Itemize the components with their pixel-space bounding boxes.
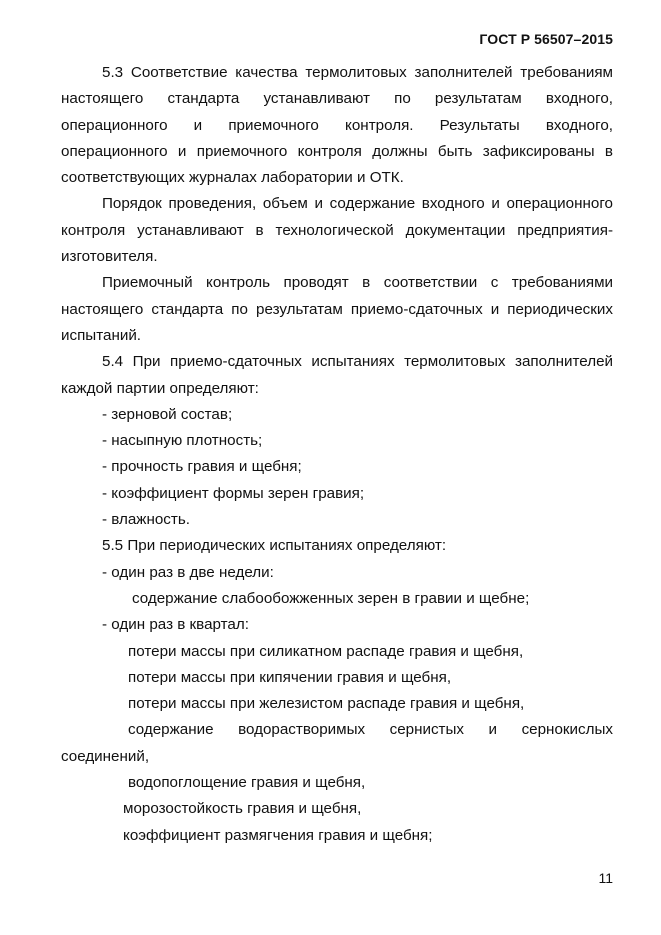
list-item: - зерновой состав; — [102, 405, 233, 423]
frost-resistance-item: морозостойкость гравия и щебня, — [123, 800, 362, 818]
softening-coefficient-item: коэффициент размягчения гравия и щебня; — [123, 826, 433, 844]
paragraph-5-4: 5.4 При приемо-сдаточных испытаниях термолитовых заполнителей каждой партии определяют: — [61, 353, 613, 397]
quarterly-item: потери массы при железистом распаде гравия и щебня, — [128, 695, 525, 713]
paragraph-5-5: 5.5 При периодических испытаниях определяют: — [102, 537, 447, 555]
paragraph-acceptance-control: Приемочный контроль проводят в соответствии с требованиями настоящего стандарта по результатам приемо-сдаточных и периодических испытаний. — [61, 274, 613, 344]
paragraph-5-3: 5.3 Соответствие качества термолитовых заполнителей требованиям настоящего стандарта устанавливают по результатам входного, операционного и приемочного контроля. Результаты входного, операционного и приемочного контроля должны быть зафиксированы в соответствующих журналах лаборатории и ОТК. — [61, 64, 613, 187]
list-item: - насыпную плотность; — [102, 432, 263, 450]
paragraph-control-procedure: Порядок проведения, объем и содержание входного и операционного контроля устанавливают в технологической документации предприятия-изготовителя. — [61, 195, 613, 266]
list-item: - прочность гравия и щебня; — [102, 458, 302, 476]
quarterly-item: потери массы при силикатном распаде гравия и щебня, — [128, 642, 524, 660]
document-body — [61, 60, 613, 849]
soluble-compounds-continuation: соединений, — [61, 747, 150, 765]
list-item: - коэффициент формы зерен гравия; — [102, 484, 365, 502]
quarterly-item: потери массы при кипячении гравия и щебня, — [128, 668, 452, 686]
quarterly-label: - один раз в квартал: — [102, 616, 249, 634]
biweekly-item: содержание слабообожженных зерен в гравии и щебне; — [132, 589, 530, 607]
document-standard-header: ГОСТ Р 56507–2015 — [479, 31, 613, 47]
biweekly-label: - один раз в две недели: — [102, 563, 274, 581]
water-absorption-item: водопоглощение гравия и щебня, — [128, 774, 366, 792]
soluble-compounds-line: содержание водорастворимых сернистых и сернокислых — [128, 721, 613, 739]
list-item: - влажность. — [102, 511, 190, 529]
page-number: 11 — [598, 870, 613, 886]
